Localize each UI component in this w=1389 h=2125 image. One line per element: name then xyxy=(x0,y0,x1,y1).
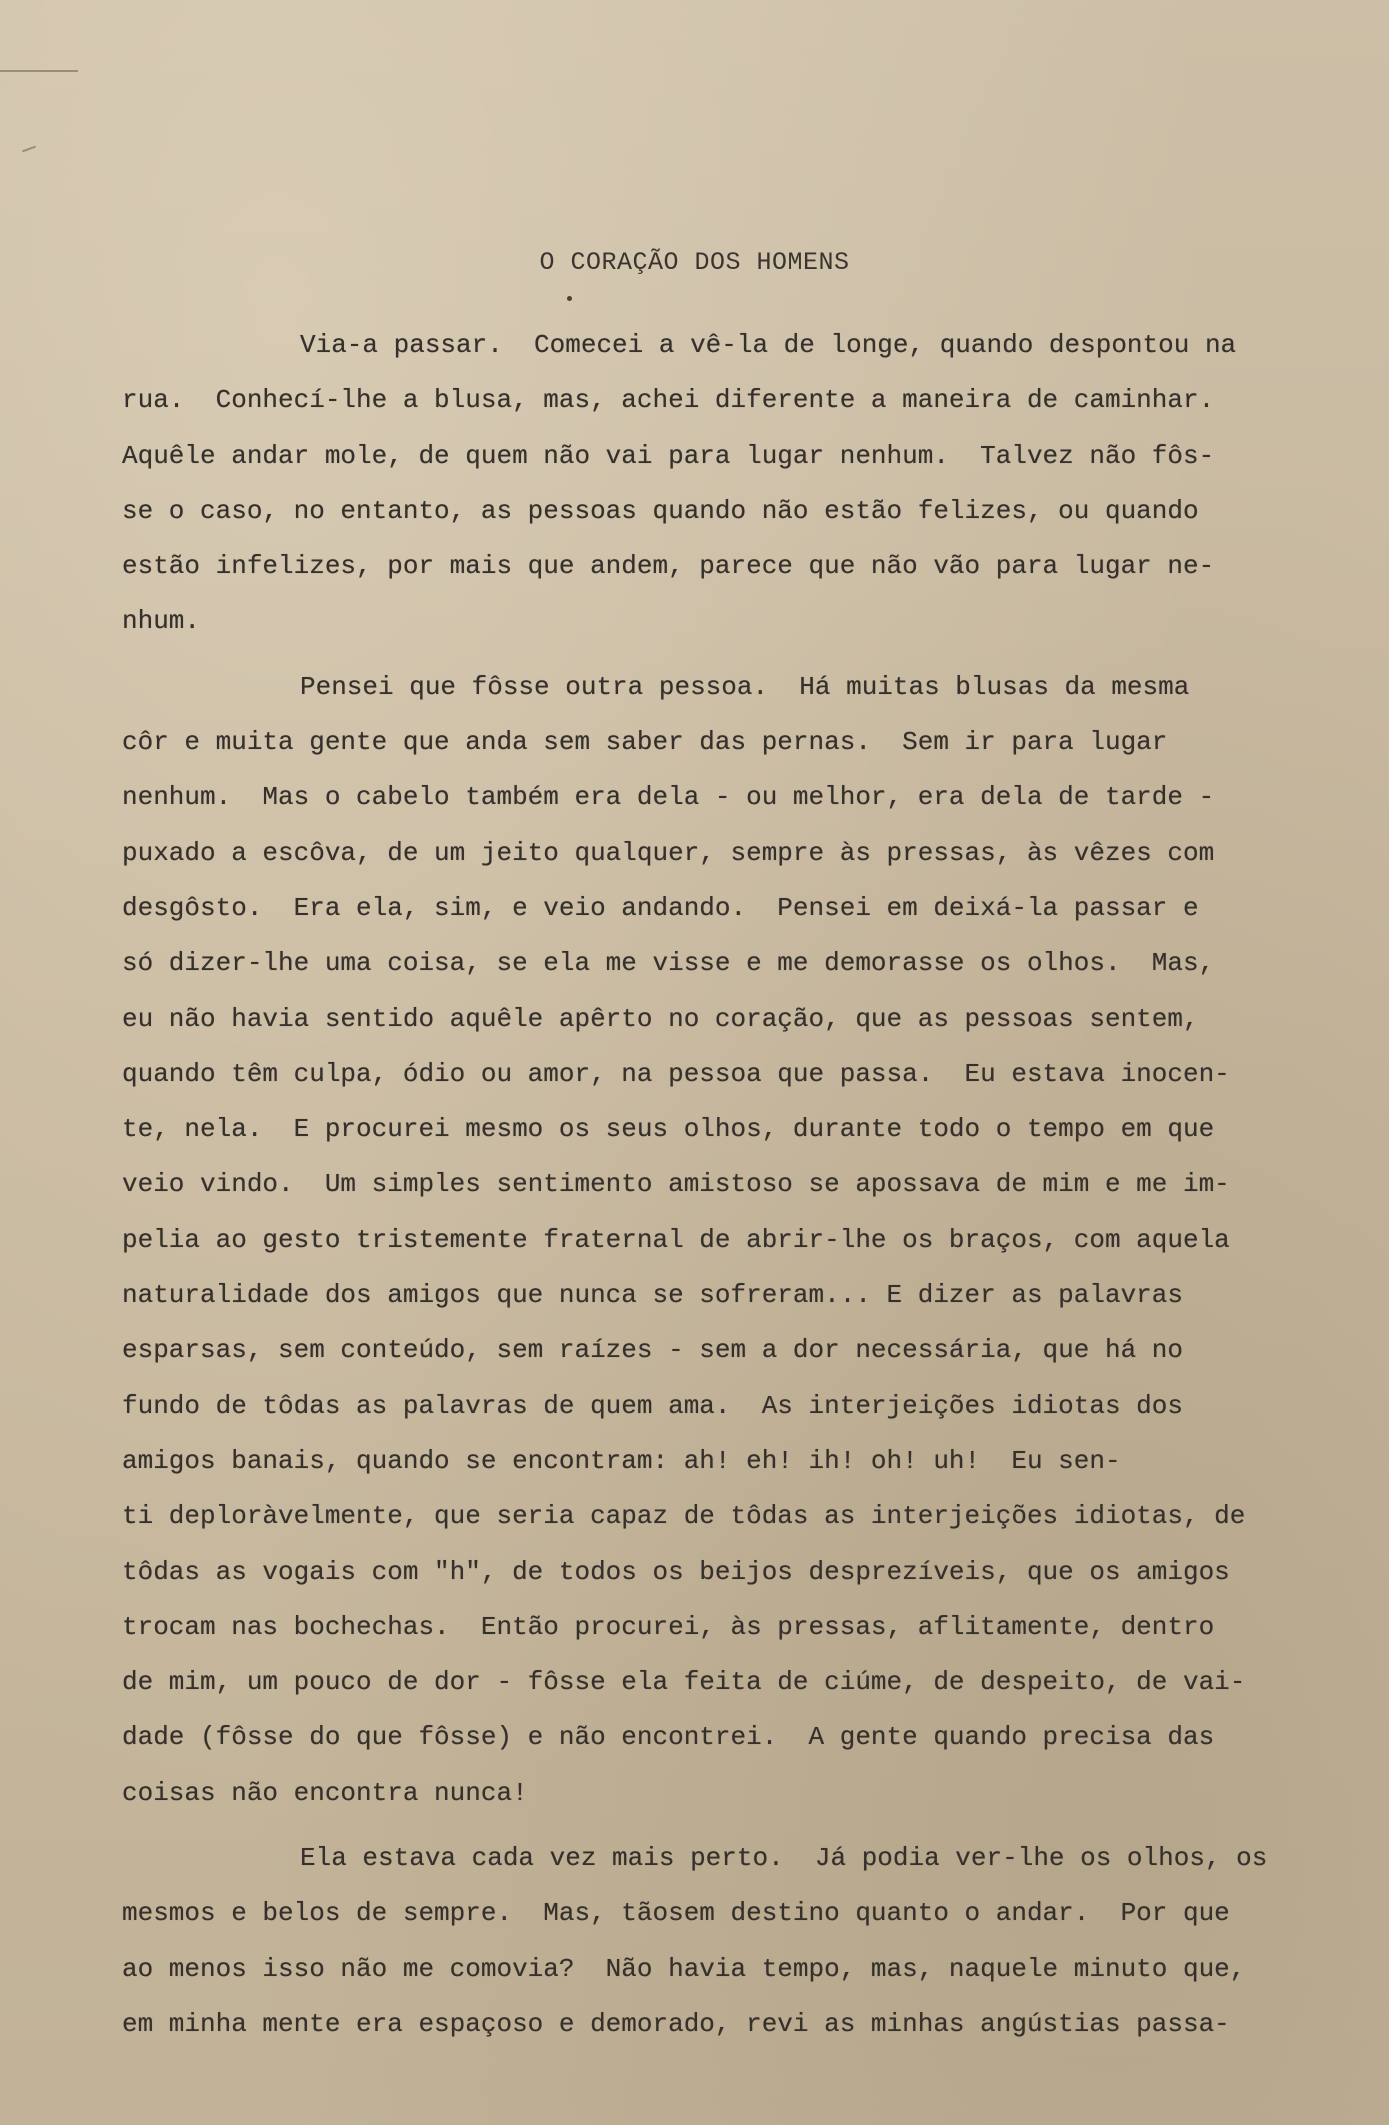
text-line: amigos banais, quando se encontram: ah! eh! ih! oh! uh! Eu sen- xyxy=(122,1445,1121,1476)
title-dot xyxy=(567,296,572,301)
text-line: quando têm culpa, ódio ou amor, na pessoa que passa. Eu estava inocen- xyxy=(122,1058,1230,1089)
edge-mark-left xyxy=(22,146,36,153)
text-line: Aquêle andar mole, de quem não vai para lugar nenhum. Talvez não fôs- xyxy=(122,440,1215,471)
paragraph-1 xyxy=(122,318,1337,650)
text-line: coisas não encontra nunca! xyxy=(122,1777,528,1808)
text-line: em minha mente era espaçoso e demorado, revi as minhas angústias passa- xyxy=(122,2008,1230,2039)
text-line: estão infelizes, por mais que andem, parece que não vão para lugar ne- xyxy=(122,551,1215,582)
text-line: nenhum. Mas o cabelo também era dela - ou melhor, era dela de tarde - xyxy=(122,782,1215,813)
text-line: tôdas as vogais com "h", de todos os beijos desprezíveis, que os amigos xyxy=(122,1556,1230,1587)
edge-mark-top-left xyxy=(0,70,78,72)
document-title: O CORAÇÃO DOS HOMENS xyxy=(539,248,850,277)
text-line: de mim, um pouco de dor - fôsse ela feita de ciúme, de despeito, de vai- xyxy=(122,1667,1246,1698)
text-line: dade (fôsse do que fôsse) e não encontrei. A gente quando precisa das xyxy=(122,1722,1215,1753)
text-line: Pensei que fôsse outra pessoa. Há muitas blusas da mesma xyxy=(300,671,1190,702)
text-line: naturalidade dos amigos que nunca se sofreram... E dizer as palavras xyxy=(122,1280,1183,1311)
text-line: esparsas, sem conteúdo, sem raízes - sem a dor necessária, que há no xyxy=(122,1335,1183,1366)
text-line: puxado a escôva, de um jeito qualquer, sempre às pressas, às vêzes com xyxy=(122,837,1215,868)
text-line: côr e muita gente que anda sem saber das pernas. Sem ir para lugar xyxy=(122,727,1168,758)
text-line: eu não havia sentido aquêle apêrto no coração, que as pessoas sentem, xyxy=(122,1003,1199,1034)
text-line: se o caso, no entanto, as pessoas quando não estão felizes, ou quando xyxy=(122,495,1199,526)
text-line: desgôsto. Era ela, sim, e veio andando. Pensei em deixá-la passar e xyxy=(122,892,1199,923)
text-line: ao menos isso não me comovia? Não havia tempo, mas, naquele minuto que, xyxy=(122,1953,1246,1984)
text-line: te, nela. E procurei mesmo os seus olhos, durante todo o tempo em que xyxy=(122,1114,1215,1145)
text-line: nhum. xyxy=(122,606,201,637)
paragraph-3 xyxy=(122,1831,1337,2052)
text-line: fundo de tôdas as palavras de quem ama. As interjeições idiotas dos xyxy=(122,1390,1183,1421)
text-line: Via-a passar. Comecei a vê-la de longe, quando despontou na xyxy=(300,330,1237,360)
text-line: veio vindo. Um simples sentimento amistoso se apossava de mim e me im- xyxy=(122,1169,1230,1200)
text-line: trocam nas bochechas. Então procurei, às pressas, aflitamente, dentro xyxy=(122,1611,1215,1642)
text-line: ti deploràvelmente, que seria capaz de tôdas as interjeições idiotas, de xyxy=(122,1501,1246,1532)
document-body xyxy=(122,318,1337,2052)
text-line: pelia ao gesto tristemente fraternal de abrir-lhe os braços, com aquela xyxy=(122,1224,1230,1255)
text-line: Ela estava cada vez mais perto. Já podia ver-lhe os olhos, os xyxy=(300,1843,1268,1874)
text-line: só dizer-lhe uma coisa, se ela me visse e me demorasse os olhos. Mas, xyxy=(122,948,1215,979)
text-line: mesmos e belos de sempre. Mas, tãosem destino quanto o andar. Por que xyxy=(122,1898,1230,1929)
paragraph-2 xyxy=(122,660,1337,1821)
text-line: rua. Conhecí-lhe a blusa, mas, achei diferente a maneira de caminhar. xyxy=(122,385,1215,416)
